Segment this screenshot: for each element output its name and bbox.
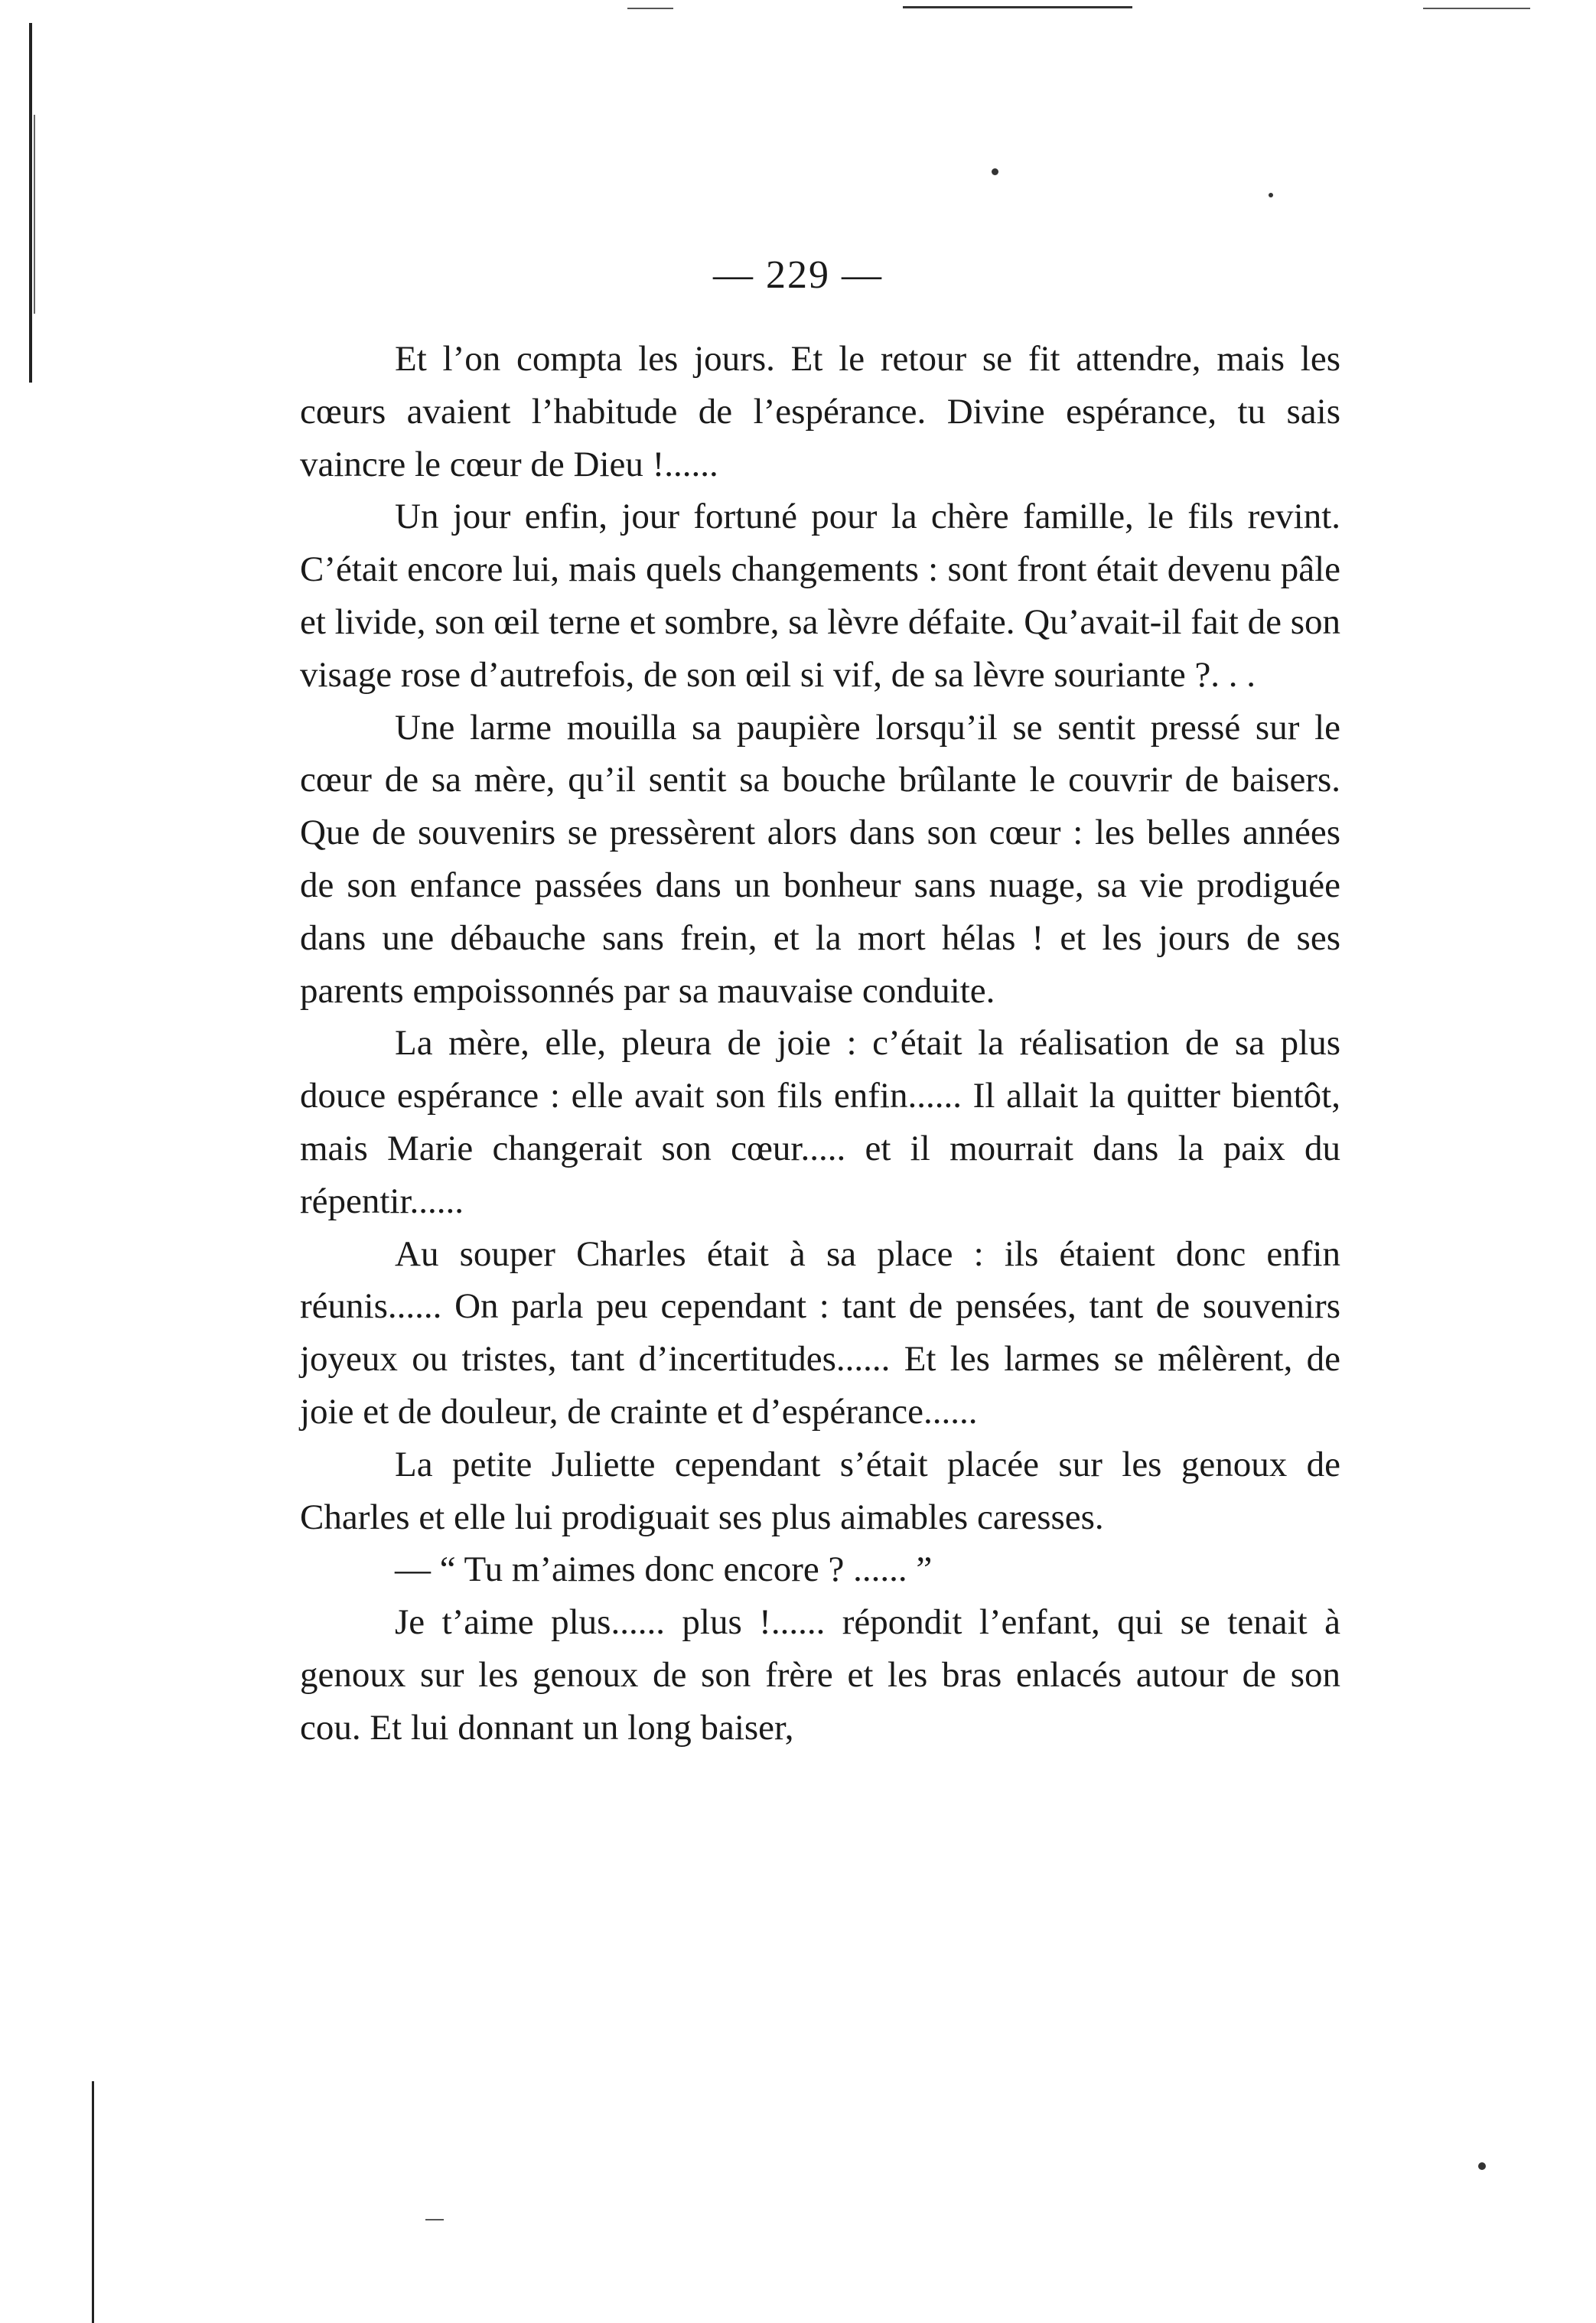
- page-number: — 229 —: [713, 253, 883, 297]
- ink-speck: [1478, 2162, 1486, 2170]
- body-text: [300, 333, 1340, 1754]
- paragraph: La mère, elle, pleura de joie : c’était la réalisation de sa plus douce espérance : elle avait son fils enfin...... Il allait la quitter bientôt, mais Marie changerait son cœur..... et il mourrait dans la paix du répentir......: [300, 1023, 1340, 1221]
- paragraph: Je t’aime plus...... plus !...... répondit l’enfant, qui se tenait à genoux sur les genoux de son frère et les bras enlacés autour de son cou. Et lui donnant un long baiser,: [300, 1602, 1340, 1748]
- binding-edge-line: [29, 23, 32, 383]
- ink-speck: [992, 168, 998, 175]
- stray-mark: [425, 2219, 444, 2220]
- dialogue-line: — “ Tu m’aimes donc encore ? ...... ”: [395, 1549, 933, 1590]
- paragraph: La petite Juliette cependant s’était placée sur les genoux de Charles et elle lui prodiguait ses plus aimables caresses.: [300, 1444, 1340, 1537]
- binding-edge-line-lower: [92, 2081, 94, 2323]
- paragraph: Au souper Charles était à sa place : ils étaient donc enfin réunis...... On parla peu cependant : tant de pensées, tant de souvenirs joyeux ou tristes, tant d’incertitudes...... Et les larmes se mêlèrent, de joie et de douleur, de crainte et d’espérance......: [300, 1233, 1340, 1432]
- ink-speck: [1269, 193, 1273, 197]
- top-edge-mark-right: [1423, 8, 1530, 9]
- top-edge-mark-left: [627, 8, 673, 9]
- top-edge-mark: [903, 6, 1132, 8]
- paragraph: Et l’on compta les jours. Et le retour se fit attendre, mais les cœurs avaient l’habitude de l’espérance. Divine espérance, tu sais vaincre le cœur de Dieu !......: [300, 339, 1340, 484]
- paragraph: Une larme mouilla sa paupière lorsqu’il se sentit pressé sur le cœur de sa mère, qu’il sentit sa bouche brûlante le couvrir de baisers. Que de souvenirs se pressèrent alors dans son cœur : les belles années de son enfance passées dans un bonheur sans nuage, sa vie prodiguée dans une débauche sans frein, et la mort hélas ! et les jours de ses parents empoissonnés par sa mauvaise conduite.: [300, 707, 1340, 1011]
- paragraph: Un jour enfin, jour fortuné pour la chère famille, le fils revint. C’était encore lui, mais quels changements : sont front était devenu pâle et livide, son œil terne et sombre, sa lèvre défaite. Qu’avait-il fait de son visage rose d’autrefois, de son œil si vif, de sa lèvre souriante ?. . .: [300, 497, 1340, 695]
